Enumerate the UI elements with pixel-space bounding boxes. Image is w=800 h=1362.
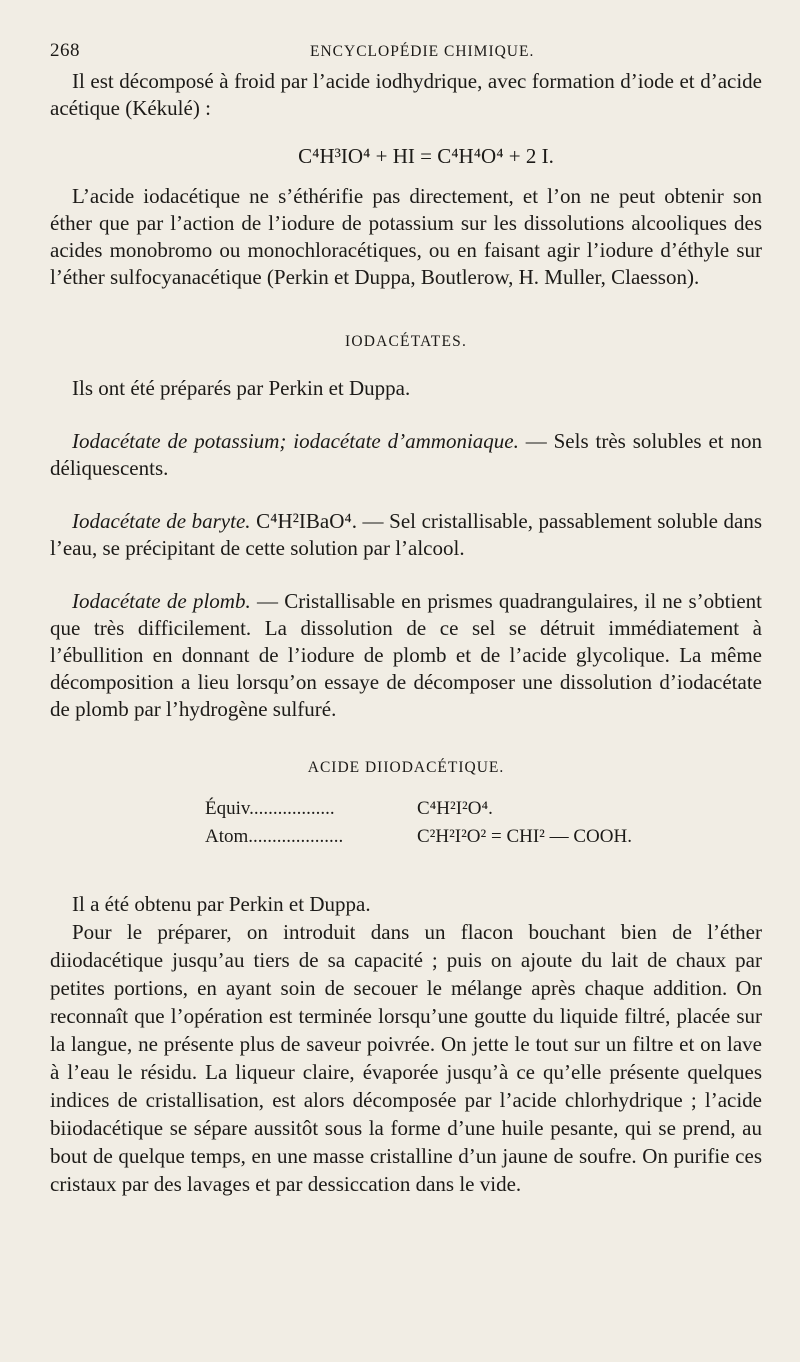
etherification-paragraph: L’acide iodacétique ne s’éthérifie pas directement, et l’on ne peut obtenir son éther que par l’action de l’iodure de potassium sur les dissolutions alcooliques des acides monobromo ou monochloracétiques, ou en faisant agir l’iodure d’éthyle sur l’éther sulfocyanacétique (Perkin et Duppa, Boutlerow, H. Muller, Claesson).	[50, 184, 762, 289]
iodacetates-intro: Ils ont été préparés par Perkin et Duppa.	[72, 376, 411, 400]
formula-value: C⁴H²I²O⁴.	[417, 798, 493, 819]
formula-value: C²H²I²O² = CHI² — COOH.	[417, 826, 632, 847]
running-title: ENCYCLOPÉDIE CHIMIQUE.	[310, 43, 535, 60]
formula-table	[205, 795, 762, 851]
page-header	[50, 40, 762, 68]
preparation-paragraph: Pour le préparer, on introduit dans un flacon bouchant bien de l’éther diiodacétique jusqu’au tiers de sa capacité ; puis on ajoute du lait de chaux par petites portions, en ayant soin de secouer le mélange après chaque addition. On reconnaît que l’opération est terminée lorsqu’une goutte du liquide filtré, placée sur la langue, ne présente plus de saveur poivrée. On jette le tout sur un filtre et on lave à l’eau le résidu. La liqueur claire, évaporée jusqu’à ce qu’elle présente quelques indices de cristallisation, est alors décomposée par l’acide chlorhydrique ; l’acide biiodacétique se sépare aussitôt sous la forme d’une huile pesante, qui se prend, au bout de quelque temps, en une masse cristalline d’un jaune de soufre. On purifie ces cristaux par des lavages et par dessiccation dans le vide.	[50, 920, 762, 1196]
baryte-text: C⁴H²IBaO⁴. — Sel cristallisable, passablement soluble dans l’eau, se précipitant de cette solution par l’alcool.	[50, 509, 762, 560]
formula-label: Atom....................	[205, 826, 344, 847]
plomb-paragraph	[50, 588, 762, 723]
formula-row-atom	[205, 823, 762, 851]
potassium-title: Iodacétate de potassium; iodacétate d’ammoniaque.	[72, 429, 519, 453]
potassium-paragraph	[50, 428, 762, 482]
plomb-text: — Cristallisable en prismes quadrangulaires, il ne s’obtient que très difficilement. La dissolution de ce sel se détruit immédiatement à l’ébullition en donnant de l’iodure de plomb et de l’acide glycolique. La même décomposition a lieu lorsqu’on essaye de décomposer une dissolution d’iodacétate de plomb par l’hydrogène sulfuré.	[50, 589, 762, 721]
section-title-diiodacetique: ACIDE DIIODACÉTIQUE.	[307, 759, 505, 776]
potassium-text: — Sels très solubles et non déliquescents.	[50, 429, 762, 480]
baryte-paragraph	[50, 508, 762, 562]
decomposition-equation: C⁴H³IO⁴ + HI = C⁴H⁴O⁴ + 2 I.	[298, 144, 554, 168]
intro-paragraph: Il est décomposé à froid par l’acide iodhydrique, avec formation d’iode et d’acide acétique (Kékulé) :	[50, 69, 762, 120]
page-number: 268	[50, 40, 80, 61]
formula-label: Équiv..................	[205, 798, 335, 819]
baryte-title: Iodacétate de baryte.	[72, 509, 251, 533]
section-title-iodacetates: IODACÉTATES.	[344, 333, 468, 350]
plomb-title: Iodacétate de plomb.	[72, 589, 251, 613]
obtained-paragraph: Il a été obtenu par Perkin et Duppa.	[72, 892, 371, 916]
formula-row-equiv	[205, 795, 762, 823]
